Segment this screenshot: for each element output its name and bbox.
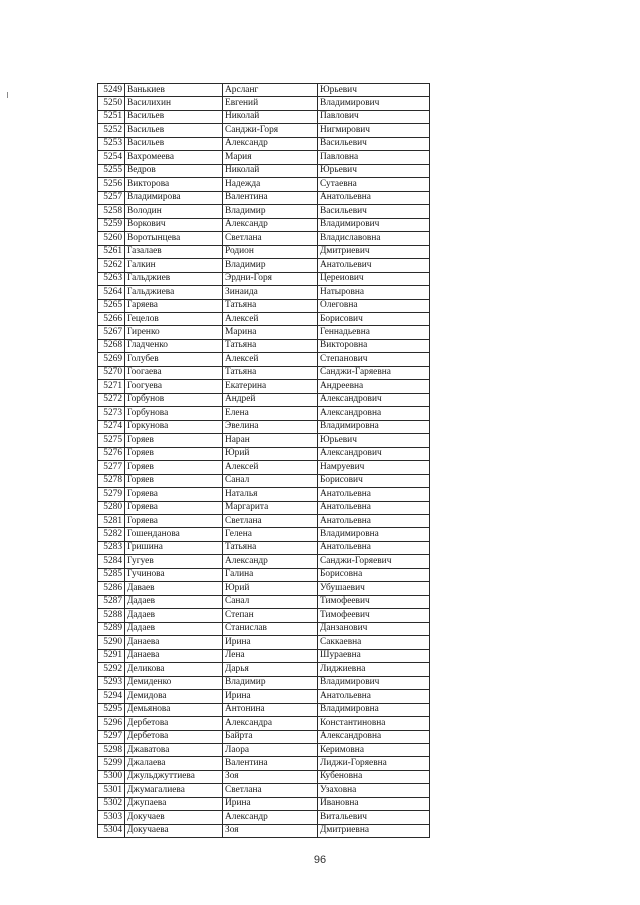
patronymic: Владимирович [318, 218, 430, 231]
row-number: 5279 [98, 488, 125, 501]
patronymic: Борисович [318, 312, 430, 325]
row-number: 5300 [98, 770, 125, 783]
table-row [98, 555, 430, 568]
row-number: 5259 [98, 218, 125, 231]
last-name: Деликова [125, 663, 223, 676]
patronymic: Сутаевна [318, 178, 430, 191]
table-row [98, 299, 430, 312]
table-row [98, 110, 430, 123]
first-name: Эвелина [223, 420, 318, 433]
row-number: 5287 [98, 595, 125, 608]
first-name: Зинаида [223, 286, 318, 299]
row-number: 5282 [98, 528, 125, 541]
table-row [98, 501, 430, 514]
last-name: Джаватова [125, 743, 223, 756]
last-name: Володин [125, 205, 223, 218]
row-number: 5256 [98, 178, 125, 191]
patronymic: Саккаевна [318, 636, 430, 649]
row-number: 5276 [98, 447, 125, 460]
row-number: 5254 [98, 151, 125, 164]
table-row [98, 339, 430, 352]
row-number: 5289 [98, 622, 125, 635]
row-number: 5273 [98, 407, 125, 420]
patronymic: Александровна [318, 407, 430, 420]
page-number: 96 [313, 854, 327, 866]
patronymic: Лиджиевна [318, 663, 430, 676]
last-name: Ведров [125, 164, 223, 177]
first-name: Владимир [223, 676, 318, 689]
patronymic: Владимировна [318, 420, 430, 433]
first-name: Александра [223, 717, 318, 730]
patronymic: Павлович [318, 110, 430, 123]
row-number: 5277 [98, 461, 125, 474]
table-row [98, 232, 430, 245]
last-name: Дадаев [125, 622, 223, 635]
first-name: Юрий [223, 582, 318, 595]
row-number: 5255 [98, 164, 125, 177]
patronymic: Александрович [318, 393, 430, 406]
patronymic: Борисович [318, 474, 430, 487]
table-row [98, 97, 430, 110]
table-row [98, 743, 430, 756]
first-name: Александр [223, 811, 318, 824]
first-name: Татьяна [223, 541, 318, 554]
first-name: Наран [223, 434, 318, 447]
row-number: 5264 [98, 286, 125, 299]
first-name: Галина [223, 568, 318, 581]
table-row [98, 770, 430, 783]
patronymic: Владиславовна [318, 232, 430, 245]
table-row [98, 717, 430, 730]
first-name: Станислав [223, 622, 318, 635]
table-row [98, 245, 430, 258]
first-name: Марина [223, 326, 318, 339]
first-name: Дарья [223, 663, 318, 676]
first-name: Андрей [223, 393, 318, 406]
first-name: Алексей [223, 312, 318, 325]
table-row [98, 420, 430, 433]
row-number: 5257 [98, 191, 125, 204]
row-number: 5270 [98, 366, 125, 379]
table-row [98, 178, 430, 191]
row-number: 5265 [98, 299, 125, 312]
last-name: Горбунова [125, 407, 223, 420]
row-number: 5294 [98, 690, 125, 703]
row-number: 5290 [98, 636, 125, 649]
patronymic: Анатольевна [318, 690, 430, 703]
patronymic: Дмитриевна [318, 824, 430, 837]
row-number: 5249 [98, 84, 125, 97]
first-name: Арсланг [223, 84, 318, 97]
last-name: Горяев [125, 461, 223, 474]
patronymic: Санджи-Горяевич [318, 555, 430, 568]
table-row [98, 366, 430, 379]
patronymic: Ивановна [318, 797, 430, 810]
row-number: 5271 [98, 380, 125, 393]
patronymic: Юрьевич [318, 164, 430, 177]
row-number: 5296 [98, 717, 125, 730]
patronymic: Юрьевич [318, 434, 430, 447]
last-name: Гальджиева [125, 286, 223, 299]
last-name: Гучинова [125, 568, 223, 581]
row-number: 5298 [98, 743, 125, 756]
table-row [98, 218, 430, 231]
patronymic: Борисовна [318, 568, 430, 581]
last-name: Галкин [125, 259, 223, 272]
table-row [98, 797, 430, 810]
table-row [98, 622, 430, 635]
row-number: 5251 [98, 110, 125, 123]
first-name: Санал [223, 474, 318, 487]
first-name: Валентина [223, 757, 318, 770]
first-name: Ирина [223, 797, 318, 810]
first-name: Александр [223, 555, 318, 568]
patronymic: Тимофеевич [318, 609, 430, 622]
last-name: Гугуев [125, 555, 223, 568]
last-name: Демиденко [125, 676, 223, 689]
row-number: 5275 [98, 434, 125, 447]
patronymic: Натыровна [318, 286, 430, 299]
first-name: Николай [223, 110, 318, 123]
table-row [98, 286, 430, 299]
patronymic: Владимировна [318, 703, 430, 716]
table-row [98, 703, 430, 716]
row-number: 5303 [98, 811, 125, 824]
last-name: Воркович [125, 218, 223, 231]
last-name: Горяева [125, 501, 223, 514]
row-number: 5285 [98, 568, 125, 581]
table-row [98, 353, 430, 366]
row-number: 5292 [98, 663, 125, 676]
row-number: 5288 [98, 609, 125, 622]
last-name: Владимирова [125, 191, 223, 204]
table-row [98, 407, 430, 420]
last-name: Гришина [125, 541, 223, 554]
table-row [98, 393, 430, 406]
row-number: 5268 [98, 339, 125, 352]
table-row [98, 528, 430, 541]
last-name: Горкунова [125, 420, 223, 433]
last-name: Докучаев [125, 811, 223, 824]
last-name: Гоогуева [125, 380, 223, 393]
table-row [98, 595, 430, 608]
patronymic: Геннадьевна [318, 326, 430, 339]
row-number: 5260 [98, 232, 125, 245]
patronymic: Андреевна [318, 380, 430, 393]
row-number: 5267 [98, 326, 125, 339]
names-table [97, 83, 430, 838]
last-name: Воротынцева [125, 232, 223, 245]
last-name: Докучаева [125, 824, 223, 837]
first-name: Степан [223, 609, 318, 622]
row-number: 5253 [98, 137, 125, 150]
first-name: Татьяна [223, 299, 318, 312]
patronymic: Степанович [318, 353, 430, 366]
table-row [98, 488, 430, 501]
last-name: Горяева [125, 515, 223, 528]
row-number: 5295 [98, 703, 125, 716]
patronymic: Санджи-Гаряевна [318, 366, 430, 379]
first-name: Татьяна [223, 339, 318, 352]
table-row [98, 784, 430, 797]
row-number: 5299 [98, 757, 125, 770]
table-row [98, 164, 430, 177]
patronymic: Александрович [318, 447, 430, 460]
row-number: 5280 [98, 501, 125, 514]
table-row [98, 84, 430, 97]
last-name: Гоогаева [125, 366, 223, 379]
row-number: 5304 [98, 824, 125, 837]
last-name: Васильев [125, 137, 223, 150]
last-name: Васильев [125, 110, 223, 123]
patronymic: Васильевич [318, 205, 430, 218]
row-number: 5291 [98, 649, 125, 662]
patronymic: Константиновна [318, 717, 430, 730]
table-row [98, 811, 430, 824]
first-name: Надежда [223, 178, 318, 191]
first-name: Алексей [223, 461, 318, 474]
patronymic: Васильевич [318, 137, 430, 150]
first-name: Зоя [223, 770, 318, 783]
row-number: 5278 [98, 474, 125, 487]
patronymic: Витальевич [318, 811, 430, 824]
first-name: Лена [223, 649, 318, 662]
patronymic: Владимирович [318, 676, 430, 689]
row-number: 5269 [98, 353, 125, 366]
last-name: Дербетова [125, 717, 223, 730]
patronymic: Намруевич [318, 461, 430, 474]
table-row [98, 259, 430, 272]
last-name: Данаева [125, 649, 223, 662]
last-name: Даваев [125, 582, 223, 595]
first-name: Лаора [223, 743, 318, 756]
last-name: Гошенданова [125, 528, 223, 541]
last-name: Демидова [125, 690, 223, 703]
last-name: Василихин [125, 97, 223, 110]
first-name: Николай [223, 164, 318, 177]
last-name: Джульджуттиева [125, 770, 223, 783]
row-number: 5274 [98, 420, 125, 433]
first-name: Светлана [223, 232, 318, 245]
first-name: Татьяна [223, 366, 318, 379]
row-number: 5252 [98, 124, 125, 137]
row-number: 5301 [98, 784, 125, 797]
table-row [98, 582, 430, 595]
patronymic: Анатольевна [318, 488, 430, 501]
first-name: Эрдни-Горя [223, 272, 318, 285]
table-row [98, 151, 430, 164]
last-name: Гладченко [125, 339, 223, 352]
row-number: 5262 [98, 259, 125, 272]
table-row [98, 663, 430, 676]
first-name: Евгений [223, 97, 318, 110]
row-number: 5281 [98, 515, 125, 528]
table-row [98, 730, 430, 743]
table-row [98, 474, 430, 487]
table-row [98, 824, 430, 837]
last-name: Гецелов [125, 312, 223, 325]
last-name: Горяев [125, 447, 223, 460]
row-number: 5286 [98, 582, 125, 595]
patronymic: Анатольевна [318, 541, 430, 554]
first-name: Владимир [223, 259, 318, 272]
first-name: Ирина [223, 636, 318, 649]
patronymic: Юрьевич [318, 84, 430, 97]
patronymic: Олеговна [318, 299, 430, 312]
row-number: 5297 [98, 730, 125, 743]
table-row [98, 649, 430, 662]
table-row [98, 568, 430, 581]
last-name: Гаряева [125, 299, 223, 312]
patronymic: Шураевна [318, 649, 430, 662]
first-name: Маргарита [223, 501, 318, 514]
patronymic: Тимофеевич [318, 595, 430, 608]
first-name: Мария [223, 151, 318, 164]
row-number: 5250 [98, 97, 125, 110]
last-name: Голубев [125, 353, 223, 366]
table-row [98, 609, 430, 622]
first-name: Елена [223, 407, 318, 420]
row-number: 5284 [98, 555, 125, 568]
patronymic: Владимировна [318, 528, 430, 541]
last-name: Джумагалиева [125, 784, 223, 797]
patronymic: Викторовна [318, 339, 430, 352]
row-number: 5261 [98, 245, 125, 258]
table-row [98, 312, 430, 325]
patronymic: Анатольевич [318, 259, 430, 272]
patronymic: Анатольевна [318, 515, 430, 528]
last-name: Горяев [125, 474, 223, 487]
patronymic: Керимовна [318, 743, 430, 756]
last-name: Джупаева [125, 797, 223, 810]
row-number: 5263 [98, 272, 125, 285]
patronymic: Кубеновна [318, 770, 430, 783]
first-name: Юрий [223, 447, 318, 460]
table-row [98, 461, 430, 474]
table-row [98, 541, 430, 554]
first-name: Антонина [223, 703, 318, 716]
last-name: Васильев [125, 124, 223, 137]
last-name: Демьянова [125, 703, 223, 716]
last-name: Дадаев [125, 609, 223, 622]
table-row [98, 690, 430, 703]
last-name: Джалаева [125, 757, 223, 770]
last-name: Горбунов [125, 393, 223, 406]
patronymic: Цереиович [318, 272, 430, 285]
first-name: Светлана [223, 515, 318, 528]
first-name: Светлана [223, 784, 318, 797]
row-number: 5266 [98, 312, 125, 325]
first-name: Родион [223, 245, 318, 258]
row-number: 5302 [98, 797, 125, 810]
first-name: Зоя [223, 824, 318, 837]
first-name: Гелена [223, 528, 318, 541]
last-name: Гальджиев [125, 272, 223, 285]
patronymic: Анатольевна [318, 191, 430, 204]
last-name: Горяева [125, 488, 223, 501]
table-row [98, 205, 430, 218]
first-name: Алексей [223, 353, 318, 366]
patronymic: Анатольевна [318, 501, 430, 514]
first-name: Александр [223, 218, 318, 231]
table-row [98, 272, 430, 285]
table-row [98, 137, 430, 150]
table-row [98, 380, 430, 393]
row-number: 5293 [98, 676, 125, 689]
patronymic: Убушаевич [318, 582, 430, 595]
table-row [98, 515, 430, 528]
last-name: Ванькиев [125, 84, 223, 97]
last-name: Дербетова [125, 730, 223, 743]
row-number: 5258 [98, 205, 125, 218]
first-name: Владимир [223, 205, 318, 218]
last-name: Дадаев [125, 595, 223, 608]
last-name: Горяев [125, 434, 223, 447]
last-name: Викторова [125, 178, 223, 191]
table-row [98, 191, 430, 204]
row-number: 5283 [98, 541, 125, 554]
row-number: 5272 [98, 393, 125, 406]
names-table-body [98, 84, 430, 838]
patronymic: Узаховна [318, 784, 430, 797]
first-name: Санджи-Горя [223, 124, 318, 137]
table-row [98, 757, 430, 770]
last-name: Гиренко [125, 326, 223, 339]
first-name: Валентина [223, 191, 318, 204]
first-name: Ирина [223, 690, 318, 703]
first-name: Санал [223, 595, 318, 608]
patronymic: Владимирович [318, 97, 430, 110]
patronymic: Данзанович [318, 622, 430, 635]
table-row [98, 636, 430, 649]
margin-mark [7, 92, 8, 98]
last-name: Вахромеева [125, 151, 223, 164]
first-name: Байрта [223, 730, 318, 743]
patronymic: Дмитриевич [318, 245, 430, 258]
last-name: Газалаев [125, 245, 223, 258]
table-row [98, 434, 430, 447]
table-row [98, 676, 430, 689]
patronymic: Александровна [318, 730, 430, 743]
table-row [98, 124, 430, 137]
last-name: Данаева [125, 636, 223, 649]
table-row [98, 447, 430, 460]
patronymic: Павловна [318, 151, 430, 164]
first-name: Наталья [223, 488, 318, 501]
patronymic: Нигмирович [318, 124, 430, 137]
first-name: Екатерина [223, 380, 318, 393]
patronymic: Лиджи-Горяевна [318, 757, 430, 770]
table-row [98, 326, 430, 339]
first-name: Александр [223, 137, 318, 150]
